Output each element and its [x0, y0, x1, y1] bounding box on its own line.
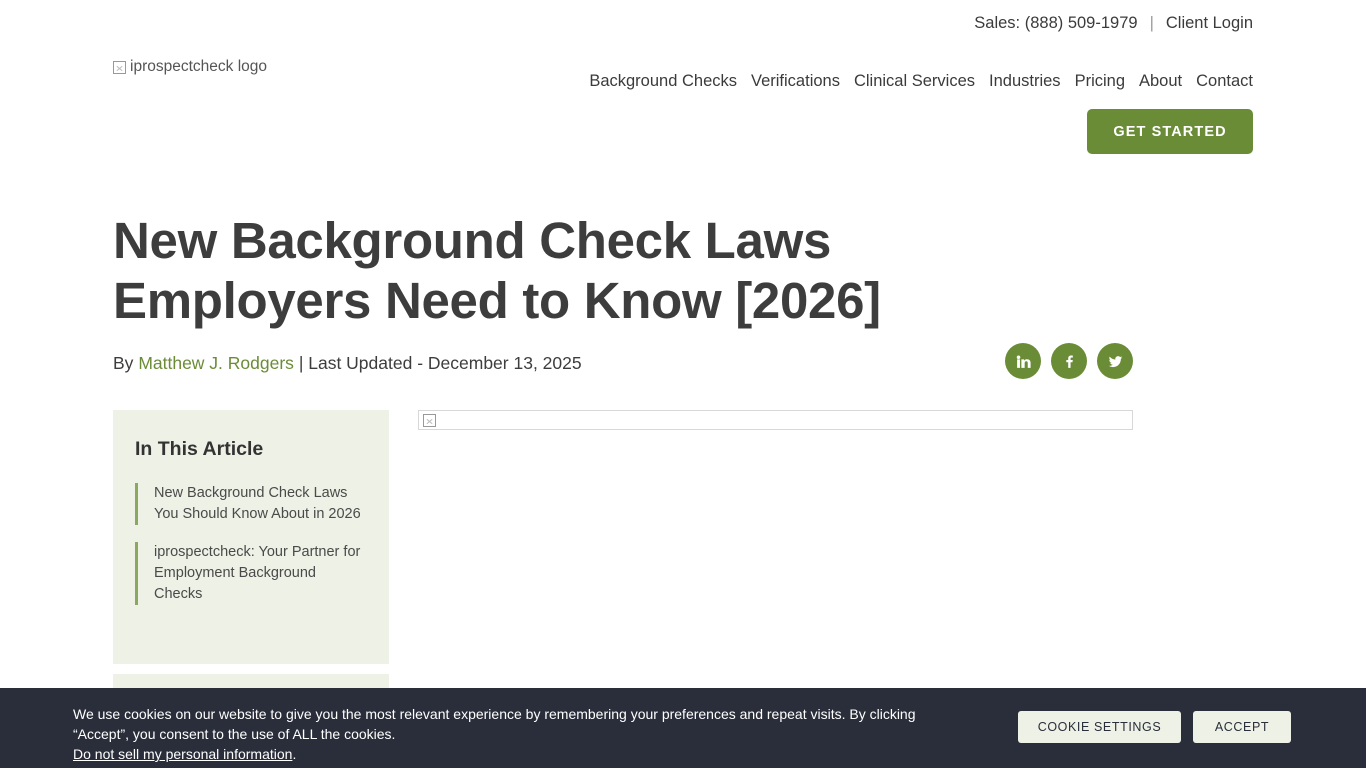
broken-image-icon: [113, 61, 126, 74]
cookie-message: We use cookies on our website to give you the most relevant experience by remembering your preferences and repeat visits. By clicking “Accept”, you consent to the use of ALL the cookies.: [73, 706, 916, 742]
nav-item-pricing[interactable]: Pricing: [1074, 72, 1125, 90]
byline-separator: |: [298, 353, 304, 373]
nav-item-contact[interactable]: Contact: [1196, 72, 1253, 90]
nav-item-verifications[interactable]: Verifications: [751, 72, 840, 90]
linkedin-share-icon[interactable]: [1005, 343, 1041, 379]
article-hero-image: [418, 410, 1133, 430]
nav-item-about[interactable]: About: [1139, 72, 1183, 90]
main-navigation: [589, 72, 1253, 91]
toc-heading: In This Article: [135, 438, 264, 460]
logo-alt-text: iprospectcheck logo: [130, 58, 267, 75]
byline: [113, 353, 582, 374]
last-updated: Last Updated - December 13, 2025: [308, 353, 582, 373]
in-this-article-box: [113, 410, 389, 664]
toc-item-1[interactable]: New Background Check Laws You Should Know About in 2026: [135, 483, 365, 525]
client-login-link[interactable]: Client Login: [1165, 13, 1253, 32]
nav-item-background-checks[interactable]: Background Checks: [589, 72, 737, 90]
twitter-share-icon[interactable]: [1097, 343, 1133, 379]
nav-item-clinical-services[interactable]: Clinical Services: [853, 72, 976, 90]
cookie-banner-text: [73, 704, 973, 764]
cookie-period: .: [292, 746, 297, 762]
toc-item-2[interactable]: iprospectcheck: Your Partner for Employment Background Checks: [135, 542, 365, 605]
nav-item-industries[interactable]: Industries: [989, 72, 1061, 90]
site-header: [0, 46, 1366, 166]
social-share-group: [1005, 343, 1133, 379]
toc-list: [135, 483, 365, 605]
get-started-button[interactable]: GET STARTED: [1087, 109, 1253, 154]
author-link[interactable]: Matthew J. Rodgers: [138, 353, 294, 373]
cookie-banner-actions: [1018, 711, 1291, 743]
site-logo[interactable]: [113, 58, 267, 76]
cookie-consent-banner: [0, 688, 1366, 768]
utility-divider: |: [1149, 13, 1154, 32]
broken-image-icon: [423, 414, 436, 427]
sales-phone[interactable]: Sales: (888) 509-1979: [974, 13, 1138, 32]
facebook-share-icon[interactable]: [1051, 343, 1087, 379]
page-title: New Background Check Laws Employers Need to Know [2026]: [113, 212, 881, 329]
do-not-sell-link[interactable]: Do not sell my personal information: [73, 746, 293, 762]
cookie-settings-button[interactable]: COOKIE SETTINGS: [1018, 711, 1181, 743]
byline-prefix: By: [113, 353, 134, 373]
cookie-accept-button[interactable]: ACCEPT: [1193, 711, 1291, 743]
utility-bar: [974, 0, 1253, 46]
